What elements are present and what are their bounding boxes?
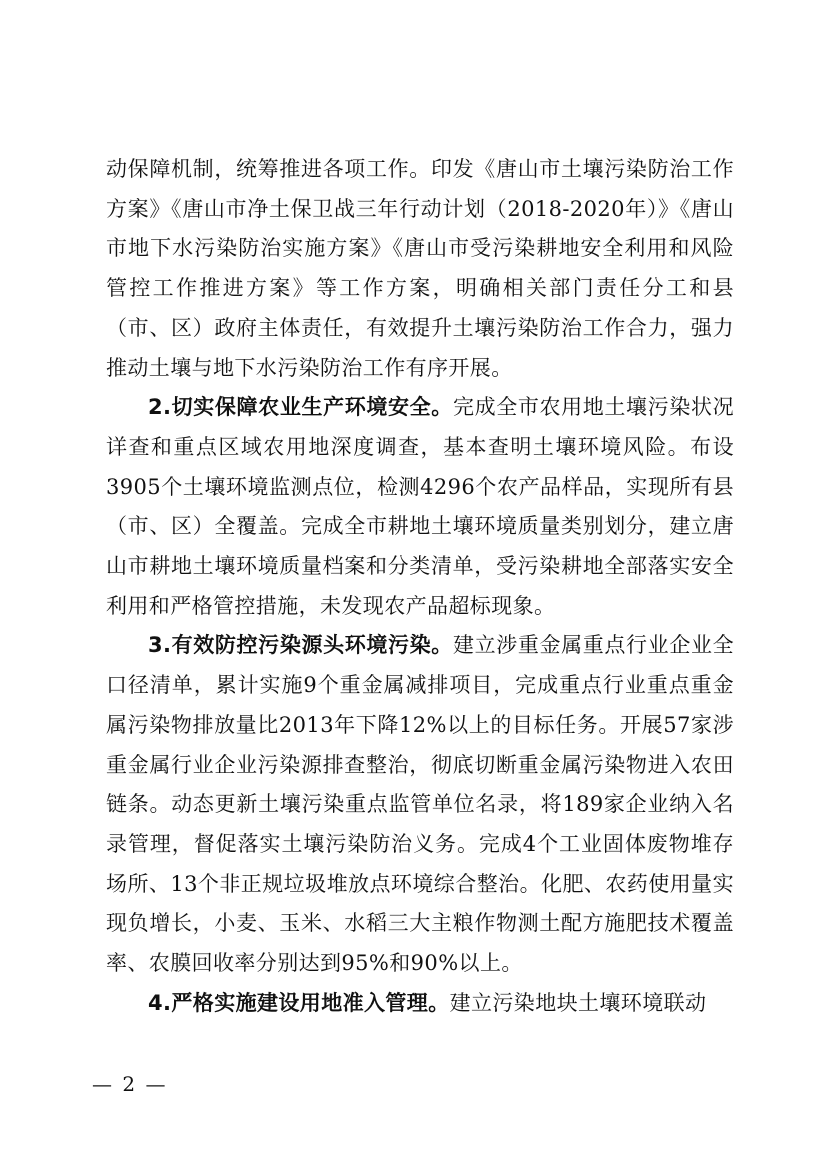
paragraph-text: 完成全市农用地土壤污染状况详查和重点区域农用地深度调查，基本查明土壤环境风险。布设3905个土壤环境监测点位，检测4296个农产品样品，实现所有县（市、区）全覆盖。完成全市耕地土壤环境质量类别划分，建立唐山市耕地土壤环境质量档案和分类清单，受污染耕地全部落实安全利用和严格管控措施，未发现农产品超标现象。 (106, 395, 734, 618)
page-number: — 2 — (92, 1072, 168, 1096)
paragraph-item-2 (106, 388, 734, 626)
paragraph-heading: 3.有效防控污染源头环境污染。 (148, 633, 453, 658)
paragraph-text: 建立污染地块土壤环境联动 (449, 990, 707, 1015)
paragraph-text: 建立涉重金属重点行业企业全口径清单，累计实施9个重金属减排项目，完成重点行业重点重金属污染物排放量比2013年下降12%以上的目标任务。开展57家涉重金属行业企业污染源排查整治，彻底切断重金属污染物进入农田链条。动态更新土壤污染重点监管单位名录，将189家企业纳入名录管理，督促落实土壤污染防治义务。完成4个工业固体废物堆存场所、13个非正规垃圾堆放点环境综合整治。化肥、农药使用量实现负增长，小麦、玉米、水稻三大主粮作物测土配方施肥技术覆盖率、农膜回收率分别达到95%和90%以上。 (106, 633, 734, 976)
paragraph-heading: 4.严格实施建设用地准入管理。 (148, 990, 450, 1015)
paragraph-heading: 2.切实保障农业生产环境安全。 (148, 395, 453, 420)
document-body (106, 150, 734, 1023)
paragraph-item-3 (106, 626, 734, 983)
paragraph-text: 动保障机制，统筹推进各项工作。印发《唐山市土壤污染防治工作方案》《唐山市净土保卫战三年行动计划（2018-2020年）》《唐山市地下水污染防治实施方案》《唐山市受污染耕地安全利用和风险管控工作推进方案》等工作方案，明确相关部门责任分工和县（市、区）政府主体责任，有效提升土壤污染防治工作合力，强力推动土壤与地下水污染防治工作有序开展。 (106, 157, 734, 380)
paragraph-item-4 (106, 984, 734, 1024)
paragraph-intro (106, 150, 734, 388)
